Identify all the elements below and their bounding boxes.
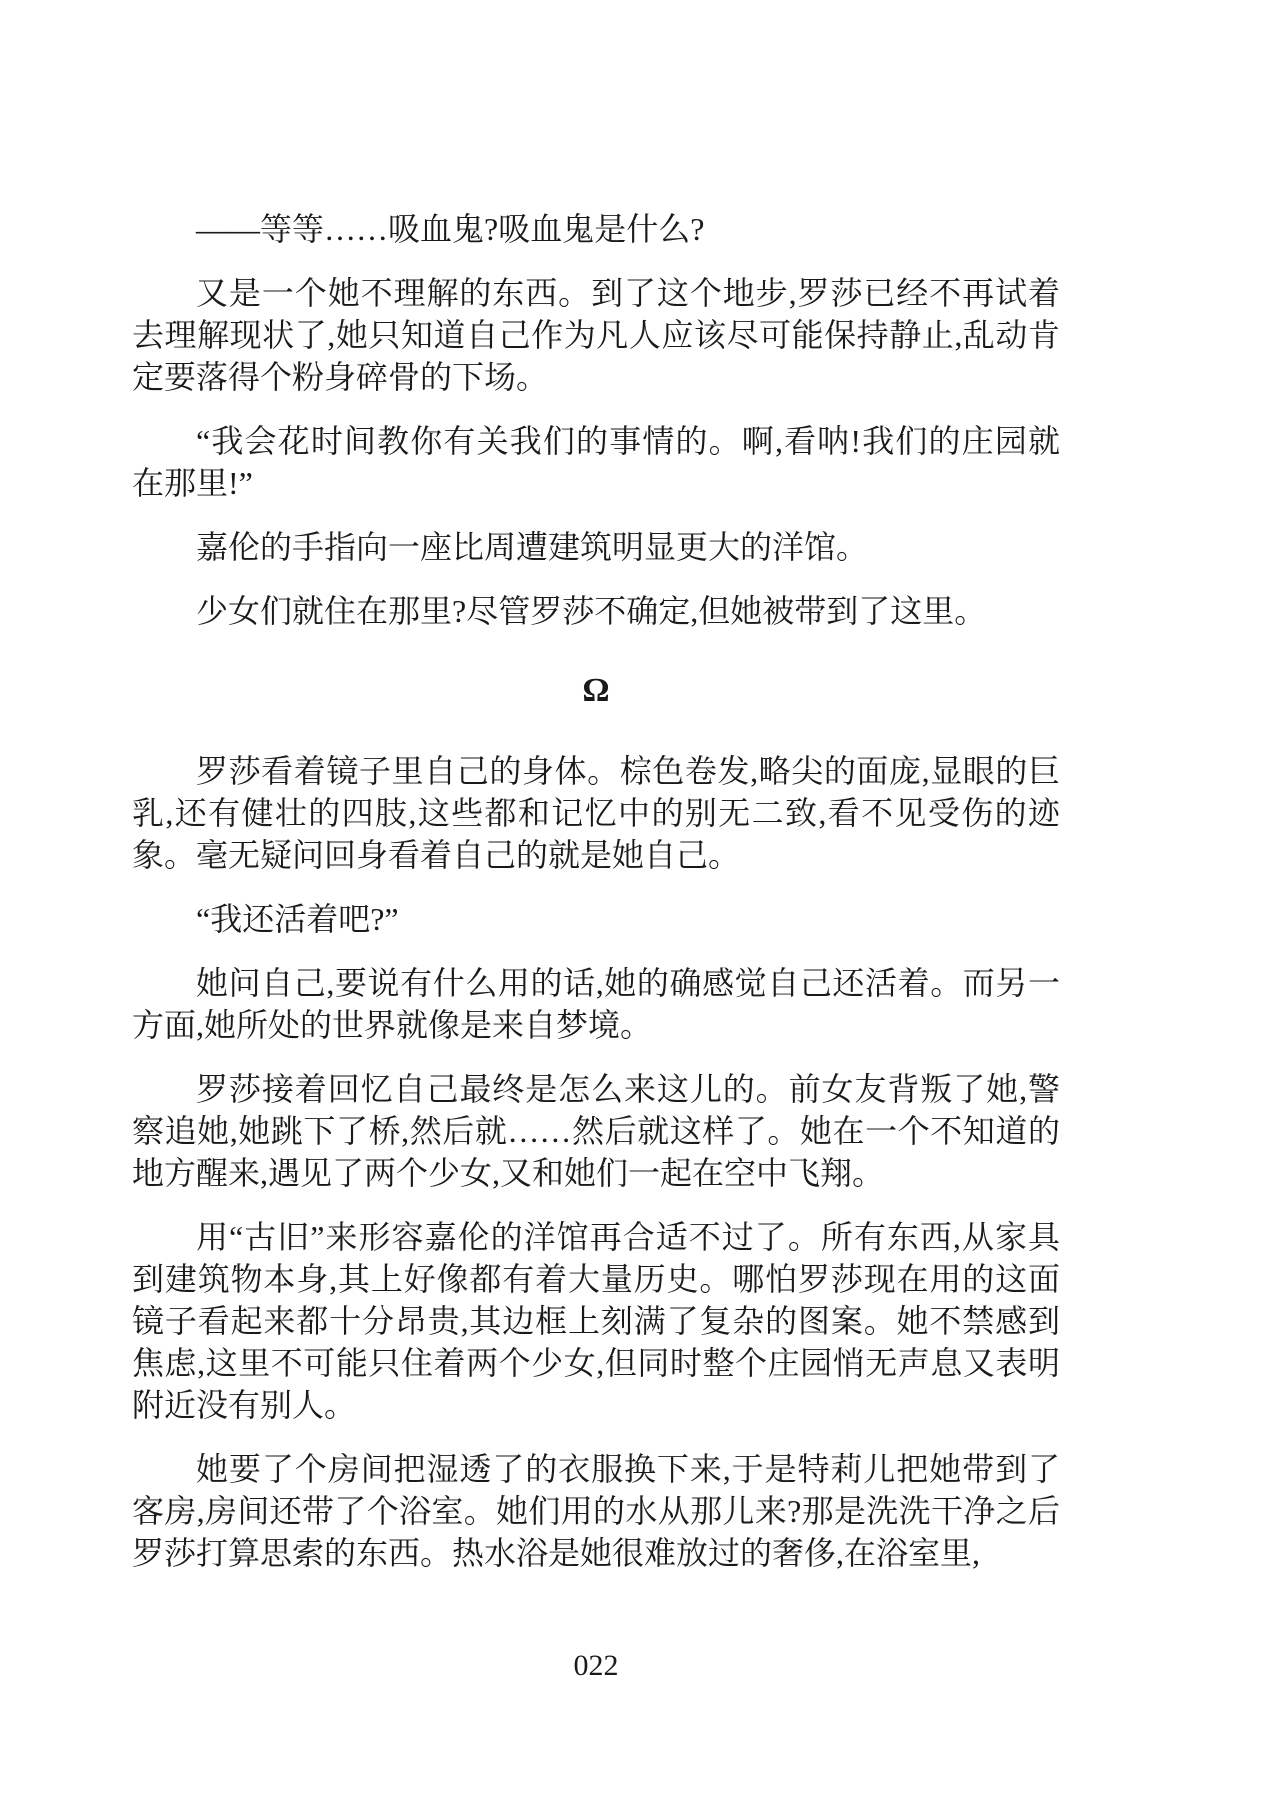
paragraph: 又是一个她不理解的东西。到了这个地步,罗莎已经不再试着去理解现状了,她只知道自己作为凡人应该尽可能保持静止,乱动肯定要落得个粉身碎骨的下场。 xyxy=(132,275,1060,395)
paragraph: 她问自己,要说有什么用的话,她的确感觉自己还活着。而另一方面,她所处的世界就像是来自梦境。 xyxy=(132,965,1060,1043)
paragraph: 她要了个房间把湿透了的衣服换下来,于是特莉儿把她带到了客房,房间还带了个浴室。她们用的水从那儿来?那是洗洗干净之后罗莎打算思索的东西。热水浴是她很难放过的奢侈,在浴室里, xyxy=(132,1451,1060,1571)
page-number: 022 xyxy=(573,1649,619,1682)
paragraph: “我会花时间教你有关我们的事情的。啊,看呐!我们的庄园就在那里!” xyxy=(132,423,1060,501)
section-divider: Ω xyxy=(582,672,610,709)
paragraph: 用“古旧”来形容嘉伦的洋馆再合适不过了。所有东西,从家具到建筑物本身,其上好像都有着大量历史。哪怕罗莎现在用的这面镜子看起来都十分昂贵,其边框上刻满了复杂的图案。她不禁感到焦虑,这里不可能只住着两个少女,但同时整个庄园悄无声息又表明附近没有别人。 xyxy=(132,1219,1060,1423)
paragraph: 嘉伦的手指向一座比周遭建筑明显更大的洋馆。 xyxy=(196,529,869,565)
paragraph: ——等等……吸血鬼?吸血鬼是什么? xyxy=(196,211,705,247)
paragraph: 罗莎看着镜子里自己的身体。棕色卷发,略尖的面庞,显眼的巨乳,还有健壮的四肢,这些都和记忆中的别无二致,看不见受伤的迹象。毫无疑问回身看着自己的就是她自己。 xyxy=(132,753,1060,873)
paragraph: “我还活着吧?” xyxy=(196,901,399,937)
page-body xyxy=(132,0,1060,1596)
paragraph: 少女们就住在那里?尽管罗莎不确定,但她被带到了这里。 xyxy=(196,593,987,629)
paragraph: 罗莎接着回忆自己最终是怎么来这儿的。前女友背叛了她,警察追她,她跳下了桥,然后就……然后就这样了。她在一个不知道的地方醒来,遇见了两个少女,又和她们一起在空中飞翔。 xyxy=(132,1071,1060,1191)
